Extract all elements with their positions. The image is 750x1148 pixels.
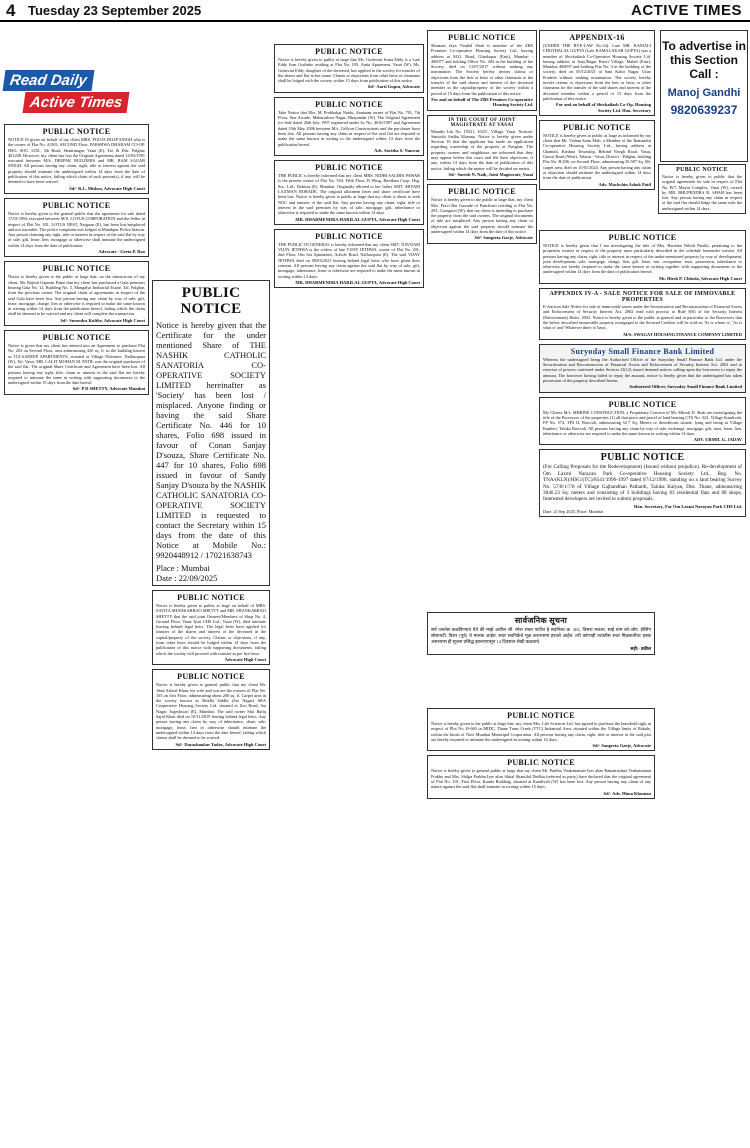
notice-title: PUBLIC NOTICE <box>177 672 245 682</box>
notice-body: Shrimati Jaya Vinitlal Shah is member of the ZBS Premises Co-operative Housing Society Ltd., having address at M.G. Road, Ghatkopar (East), Mumbai - 400077 and holding Office No. 404 in the building of the Society, died on 13/07/2017 without making any nomination. The Society hereby invites claims or objections from the heir or heirs or other claimants to the transfer of the said shares and interest of the deceased member in the capital/property of the society within a period of 15 days from the publication of this notice. <box>431 43 533 96</box>
notice-box <box>427 184 537 243</box>
notice-title: PUBLIC NOTICE <box>315 231 383 241</box>
notice-signature: Hon. Secretary, For Om Laxmi Narayan Park CHS Ltd. <box>634 503 742 509</box>
notice-title: APPENDIX IV-A - SALE NOTICE FOR SALE OF IMMOVABLE PROPERTIES <box>549 291 736 304</box>
page-number: 4 <box>6 1 16 20</box>
notice-box <box>152 669 270 750</box>
notice-body: Marathi Lok No. 19321, 102/C, Village, Vasai. Noticee: Santoshi Sadhu Khanna. Notice is hereby given under Section 16 that the applicant has made an application regarding ownership of the property at Navghar. The property owners and neighbours are informed that they may appear before this court and file their objections, if any, within 14 days from the date of publication of this notice, failing which the matter will be decided on merits. <box>431 128 533 171</box>
notice-box <box>152 590 270 665</box>
notice-body: Notice is given that my client has entered into an Agreement to purchase Flat No. 203 on Second Floor, area admeasuring 420 sq. ft. in the building known as TULSADEEP APARTMENTS, situated at Village Nilemore, Nallasopara (W), Tal. Vasai. MR. LALIT MOHAN M. PATIL was the original purchaser of the said flat. The original Share Certificate and Agreement have been lost. All persons having any right, title, claim or interest in the said flat are hereby required to intimate the same in writing with supporting documents to the undersigned within 15 days from the date hereof. <box>8 343 145 386</box>
notice-title: PUBLIC NOTICE <box>177 593 245 602</box>
notice-title: PUBLIC NOTICE <box>315 47 383 56</box>
notice-body: Notice is hereby given to public that the original agreement for sale in respect of Flat No. B/7, Mayur Complex, Vasai (W), owned by MR. BHUPENDRA R. SHAH has been lost. Any person having any claim in respect of the said flat should lodge the same with the undersigned within 14 days. <box>662 174 742 211</box>
notice-title: सार्वजनिक सूचना <box>514 616 568 625</box>
notice-body: Notice is hereby given to the public at large that, my client Mrs. Life Sciences Ltd. has agreed to purchase the leasehold right in respect of Plot No. R-665 in MIDC, Thane Trans Creek (TTC) Industrial Area, situated within the Village limits of Rabale, within the limits of Navi Mumbai Municipal Corporation. All persons having any claim, right, title or interest in the said plot are hereby required to intimate the undersigned in writing within 14 days. <box>431 721 651 742</box>
notice-box <box>4 261 149 326</box>
banner-line-1: Read Daily <box>3 70 95 91</box>
notice-box <box>4 330 149 395</box>
notice-body: THE PUBLIC IN GENERAL is hereby informed that my client SMT. NAVNAM VIJAY JETHWA is the widow of late VIJAY JETHWA, owner of Flat No. 201, 2nd Floor, Om Sai Apartment, Achole Road, Nallasopara (E). The said VIJAY JETHWA died on 09/03/2021 leaving behind legal heirs who have given their consent. All persons having any claim against the said flat by way of sale, gift, mortgage, inheritance, lease or otherwise are required to make the same known in writing within 14 days. <box>278 241 420 279</box>
column-1 <box>4 124 149 1144</box>
notice-body: Take Notice that Mrs. M. Prabhakar Naidu, Aantaran owner of Flat No. 701, 7th Floor, Star Arcade, Maharashtra Nagar, Bhayandar (W). The Original Agreement for Sale dated 26th July 1997 registered under Sr. No. 4016/1997 and Agreement dated 19th May 2006 between M/s. Cellcon Constructions and the purchaser have been lost. All persons having any claim in respect of the said flat are required to make the same known in writing to the undersigned within 14 days from the publication hereof. <box>278 109 420 147</box>
column-2 <box>152 280 270 1144</box>
notice-signature: Mr. Hiesh P. Chheda, Advocate High Court <box>658 275 742 281</box>
column-6 <box>539 230 746 1144</box>
masthead-brand: ACTIVE TIMES <box>630 2 742 19</box>
column-3 <box>274 44 424 1144</box>
notice-body: Notice is hereby given to the general public that the agreement for sale dated 17/01/1994 executed between M/S. LOTUS CORPORATION and the Seller in respect of Flat No. 301, LOTUS NEST, Naigaon (E), has been lost/misplaced and not traceable. The police complaint was lodged at Manikpur Police Station. Any person claiming any right, title or interest in respect of the said flat by way of sale, gift, lease, lien, mortgage or otherwise shall intimate the undersigned within 14 days from the date of publication. <box>8 210 145 248</box>
notice-title: PUBLIC NOTICE <box>448 33 516 42</box>
notice-title: PUBLIC NOTICE <box>315 99 383 109</box>
banner-line-2: Active Times <box>23 92 130 113</box>
notice-date: Date: 23 Sep 2025, Place: Mumbai <box>543 509 604 515</box>
page-header <box>0 0 750 22</box>
notice-body: My Clients M/s. SHIRINE CONSTRUCTION, a Proprietary Concern of Mr. Mitesh D. Shah are investigating the title of the Purveyors of the properties (1) all that piece and parcel of land bearing CTS No. 322, Village Kandivali, FP No. 574, TPS II, Borivali, admeasuring 52.7 Sq. Meters or thereabouts situate, lying and being at Village Kanheri, Taluka Borivali. All persons having any claim by way of sale, exchange, mortgage, gift, trust, lease, lien, inheritance or otherwise are required to make the same known in writing within 14 days. <box>543 409 742 436</box>
notice-title: APPENDIX-16 <box>569 33 625 42</box>
notice-box <box>658 164 746 214</box>
notice-signature: For and on behalf of The ZBS Premises Co-operative Housing Society Ltd. <box>431 96 533 108</box>
notice-body: Whereas the undersigned being the Authorised Officer of the Suryoday Small Finance Bank Ltd. under the Securitisation and Reconstruction of Financial Assets and Enforcement of Security Interest Act, 2002 and in exercise of powers conferred under Section 13(12) issued demand notices calling upon the borrowers to repay the amount. The borrower having failed to repay the amount, notice is hereby given that the undersigned has taken possession of the property described herein. <box>543 356 742 384</box>
notice-title: PUBLIC NOTICE <box>676 167 728 173</box>
notice-title: Suryoday Small Finance Bank Limited <box>570 346 715 356</box>
notice-place: Place : Mumbai <box>156 563 210 573</box>
auction-notice-box <box>539 288 746 340</box>
notice-signature: MR. DHARMENDRA HARILAL GUPTA, Advocate High Court <box>295 216 420 222</box>
notice-signature: Advocate High Court <box>224 656 266 662</box>
advertise-phone: 9820639237 <box>670 103 738 117</box>
redevelopment-notice-box <box>539 449 746 517</box>
notice-title: PUBLIC NOTICE <box>42 333 111 343</box>
notice-title: PUBLIC NOTICE <box>507 758 575 768</box>
notice-signature: Sd/- Adv. Hima Khuman <box>603 790 651 796</box>
notice-signature: Sd/- R.L. Mishra, Advocate High Court <box>69 185 145 191</box>
notice-title: PUBLIC NOTICE <box>563 122 631 132</box>
advertise-contact-name: Manoj Gandhi <box>667 87 741 99</box>
notice-signature: M/S. SWAGAT HOUSING FINANCE COMPANY LIMITED <box>623 331 742 337</box>
notice-body: Notice is hereby given that the Certificate for the under mentioned Share of THE NASHIK CATHOLIC SANATORIA CO-OPERATIVE SOCIETY LIMITED hereinafter as 'Society' has been lost / misplaced. Anyone finding or having the said Share Certificate No. 446 for 10 shares, Folio 698 issued in favour of Conan Sanjay D'souza, Share Certificate No. 447 for 10 shares, Folio 698 issued in favour of Sandy Sanjay D'souza by the NASHIK CATHOLIC SANATORIA CO-OPERATIVE SOCIETY LIMITED is requested to contact the Secretary within 15 days from the date of this Notice at Mobile No.: 9920448912 / 17021638743 <box>156 320 266 560</box>
notice-title: PUBLIC NOTICE <box>507 711 575 720</box>
notice-box <box>4 124 149 194</box>
notice-signature: सही/- वकील <box>630 646 651 651</box>
notice-title: PUBLIC NOTICE <box>42 264 111 274</box>
column-6-top <box>658 164 746 224</box>
notice-title: PUBLIC NOTICE <box>180 285 242 317</box>
notice-body: NOTICE is hereby given to public at large as informed by my client that Mr. Vishnu Sonu Mali, a Member of the Ramaaditi Co-operative Housing Society Ltd., having address at Ghantali, Krishna Township, Behind Navgh Road, Vasai, Gawai Road (West), Talasai - Vasai, District - Palghar, holding Flat No. B/206, on Second Floor, admeasuring 35.587 Sq. Mt. carpet area, died on 10/01/2024. Any person having any claim or objection should intimate the undersigned within 14 days from the date of publication. <box>543 132 651 181</box>
notice-body: Notice is hereby given to the public at large that, on the instructions of my client, Mr. Rajesh Gajanan Patne that my client has purchased a Gala premises bearing Gala No. 12, Building No. 5, Mangalya Industrial Estate, Tal. Palghar, from the previous owner. The original chain of agreements in respect of the said Gala have been lost. Any person having any claim by way of sale, gift, lease, mortgage, charge, lien or otherwise is required to make the same known in writing within 14 days from the publication hereof, failing which the claim shall be deemed to be waived and my client will complete the transaction. <box>8 274 145 317</box>
notice-box <box>274 44 424 93</box>
notice-box-share-certificate <box>152 280 270 586</box>
notice-body: NOTICE is hereby given that I am investigating the title of Mrs. Harshna Nilesh Parikh, pertaining to the properties owners in respect of the property more particularly described in the schedule hereunder written. All persons having any claim, right, title or interest in respect of the under mentioned property by way of development, joint development, sale, mortgage, charge, lien, gift, lease, use, occupation, trust, possession, inheritance or otherwise are hereby required to make the same known in writing together with supporting documents to the undersigned within 14 days from the date of publication hereof. <box>543 243 742 275</box>
notice-body: NOTICE IS given on behalf of my client MRS. POOJA DILIP SINGH who is the owner of Flat No. A/503, SECOND Floor, PARSHWA DHARAM CO-OP. HSG. SOC. LTD., 5th Road, Shantinagar, Vasai (E), Tal. & Dist. Palghar 401208. However, my client has lost the Original Agreement dated 14/03/1991 executed between M/S. DEEPAK BUILDERS and MR. RAM SAGAR SINGH. All persons having any claim, right, title or interest against the said property should intimate the undersigned within 14 days from the date of publication of this notice, failing which claim of such person(s), if any, will be deemed to have been waived. <box>8 137 145 185</box>
advertise-box <box>660 30 748 162</box>
notice-body: E-Auction Sale Notice for sale of immovable assets under the Securitisation and Reconstruction of Financial Assets and Enforcement of Security Interest Act, 2002 read with proviso to Rule 8(6) of the Security Interest (Enforcement) Rules, 2002. Notice is hereby given to the public in general and in particular to the Borrowers that the below described immovable property mortgaged to the Secured Creditor will be sold on 'As is where is', 'As is what is' and 'Whatever there is' basis. <box>543 304 742 331</box>
notice-box <box>539 120 655 190</box>
notice-box <box>427 30 537 111</box>
notice-title: PUBLIC NOTICE <box>608 233 677 242</box>
notice-box <box>274 160 424 225</box>
notice-title: PUBLIC NOTICE <box>42 127 111 136</box>
notice-signature: For and on behalf of Shivkailash Co-Op. Housing Society Ltd. Hon. Secretary <box>556 102 651 113</box>
notice-signature: Sd/- Sangeeta Garje, Advocate <box>592 743 651 749</box>
issue-date: Tuesday 23 September 2025 <box>28 3 202 18</box>
notice-signature: Sd/- Aarti Gupta, Advocate <box>367 84 420 90</box>
notice-body: Notice is hereby given to general public that my client Mr. Abul Ashraf Khan, his wife and son are the owners of Flat No. 103 on first Floor, admeasuring about 280 sq. ft. Carpet area in the society known as Riddhi Siddhi (Sai Nagar) SRA Cooperative Housing Society Ltd. situated at Zoo Road, Sai Nagar, Jogeshwari (E), Mumbai. The said owner Shri Rafiq Sajid Khan died on 10/11/2019 leaving behind legal heirs. Any person having any claim by way of inheritance, share, sale, mortgage, lease, lien or otherwise should intimate the undersigned within 14 days from the date hereof, failing which claims shall be deemed to be waived. <box>156 682 266 741</box>
notice-box <box>274 97 424 156</box>
notice-signature: Adv. Savitha S. Nanwar <box>374 147 420 153</box>
notice-date: Date : 22/09/2025 <box>156 573 218 583</box>
notice-signature: Sd/- P D SHETTY, Advocate Mumbai <box>72 386 145 392</box>
notice-box-title-investigation <box>539 230 746 284</box>
notice-box <box>539 397 746 446</box>
notice-title: PUBLIC NOTICE <box>42 200 111 210</box>
bank-possession-notice <box>539 344 746 393</box>
notice-title: IN THE COURT OF JOINT MAGISTRATE AT VASAI <box>448 117 516 128</box>
notice-signature: Sd/- Dayashankar Yadav, Advocate High Court <box>175 741 266 747</box>
notice-signature: Sd/- Surendra Kulthe, Advocate High Court <box>60 317 145 323</box>
notice-body: Notice is hereby given to public at large on behalf of MRS. SAVITA SHANKARRAO SHETTY and MR. SHANKARRAO SHETTY that the said joint Owners/Members of Shop No. 4, Ground Floor, Vasai Jyoti CHS Ltd., Vasai (W), died intestate leaving behind legal heirs. The legal heirs have applied for transfer of the shares and interest of the deceased in the capital/property of the society. Claims or objections, if any, from other heirs should be lodged within 14 days from the publication of this notice with supporting documents, failing which the society will proceed with transfer as per bye-laws. <box>156 603 266 656</box>
notice-signature: Authorised Officer, Suryoday Small Finance Bank Limited <box>629 384 742 390</box>
notice-signature: Sd/- Suresh N. Naik, Joint Magistrate, Vasai <box>448 171 533 177</box>
appendix-16-box <box>539 30 655 116</box>
notice-signature: ADV. URMIL G. JADAV <box>693 437 742 443</box>
read-daily-banner <box>4 70 148 114</box>
notice-box <box>4 198 149 257</box>
notice-title: PUBLIC NOTICE <box>448 187 516 197</box>
notice-signature: Adv. Machchin Ashok Patil <box>598 181 651 187</box>
notice-title: PUBLIC NOTICE <box>608 399 677 409</box>
notice-signature: MR. DHARMENDRA HARILAL GUPTA, Advocate High Court <box>295 279 420 285</box>
notice-body: Notice is hereby given to general public at large that my client Mr. Prabhu Venkatraman Iyer alias Ramakrishna Venkatraman Prabhu and Mrs. Shilpa Prabhu Iyer alias Shital Shantilal Dedhia (referred as party) have declared that the original agreement of Flat No. 101, First Floor, Kamla Building, situated at Kandivali (W) has been lost. Any person having any claim of any nature against the said flat shall intimate in writing within 15 days. <box>431 768 651 790</box>
notice-signature: Advocate - Geeta P. Rao <box>98 249 145 255</box>
notice-signature: Sd/- Sangeeta Garje, Advocate <box>474 235 533 241</box>
advertise-text: To advertise in this Section Call : <box>662 39 746 81</box>
notice-body: सर्व जनतेस कळविण्यात येते की माझे अशील श्री. रमेश शंकर पाटील हे सदनिका क्र. 302, तिसरा मजला, साई धाम को-ऑप. हौसिंग सोसायटी, विरार (पूर्व) चे मालक आहेत. सदर सदनिकेचे मूळ करारनामा हरवले आहेत. तरी कोणाही व्यक्तीस सदर मिळकतीवर हक्क असल्यास ही सूचना प्रसिद्ध झाल्यापासून 14 दिवसांत लेखी कळवावे. <box>431 627 651 644</box>
notice-box <box>274 229 424 288</box>
notice-title: PUBLIC NOTICE <box>600 452 685 464</box>
court-notice-box <box>427 115 537 181</box>
notice-title: PUBLIC NOTICE <box>315 163 383 173</box>
notice-body: (For Calling Proposals for the Redevelopment) (Issued without prejudice). Re-development of Om Laxmi Narayan Park Co-operative Housing Society Ltd., Reg. No. TNA/(KLN)/HSG/(TC)/8541/1996-1997 dated 07/12/1996, standing on a land bearing Survey No. 57/8/1/7/8 of Village Gajbandhan Pathardi, Taluka Kalyan, Dist. Thane, admeasuring 3046.23 Sq. meters and consisting of 3 buildings having 83 residential flats and 08 shops. Interested developers are invited to submit proposals. <box>543 464 742 503</box>
notice-body: THE PUBLIC is hereby informed that my client MRS. NIDHI SACHIN PAWAR is the present owner of Flat No. 504, Fifth Floor, B Wing, Bavdhan Coop. Hsg. Soc. Ltd., Dahisar (E), Mumbai. Originally allotted to her father SMT. SHYAM LAXMAN BOBADE. The original allotment letter and share certificate have been lost. Notice is hereby given to public at large that my client is about to seek NOC and transfer of the said flat. Any person having any claim, right, title or interest in the said premises by way of sale, mortgage, gift, inheritance or otherwise is required to make the same known within 14 days. <box>278 173 420 216</box>
column-3-top <box>150 44 272 276</box>
notice-body: (UNDER THE BYE-LAW No.34). Late MR. KAMALI CHOTHALAL GUPTA (Late KAMALAKAR GUPTA) was a member of Shivkailash Co-Operative Housing Society Ltd. having address at Jony/Ragar Kuvri Village, Malad (East), Mumbai 400097 and holding Flat No. 4 in the building of the society, died on 05/12/2021 at Sant Kabir Nagar, Uttar Pradesh without making nomination. The society hereby invites claims or objections from the heir or heirs or other claimants for the transfer of the said shares and interest of the deceased member within a period of 15 days from the publication of this notice. <box>543 43 651 101</box>
notice-body: Notice is hereby given to the public at large that, my client Mrs. Pravi Bai Gawade of Panchvati residing at Flat No. 203, Goregaon (W), that my client is intending to purchase the property from the said owners. The original documents of title are misplaced. Any person having any claim or objection against the said property should intimate the undersigned within 14 days from the date of this notice. <box>431 197 533 235</box>
notice-body: Notice is hereby given to public at large that Ms. Godavini Ivana Eddy is a Late Eddy Ivan Godinho residing at Flat No. 105, Anita Apartment, Vasai (W). Ms. Godavini Eddy, daughter of the deceased, has applied to the society for transfer of the shares and flat in her name. Claims or objections from other heirs or claimants shall be lodged with the society within 15 days from publication of this notice. <box>278 57 420 84</box>
